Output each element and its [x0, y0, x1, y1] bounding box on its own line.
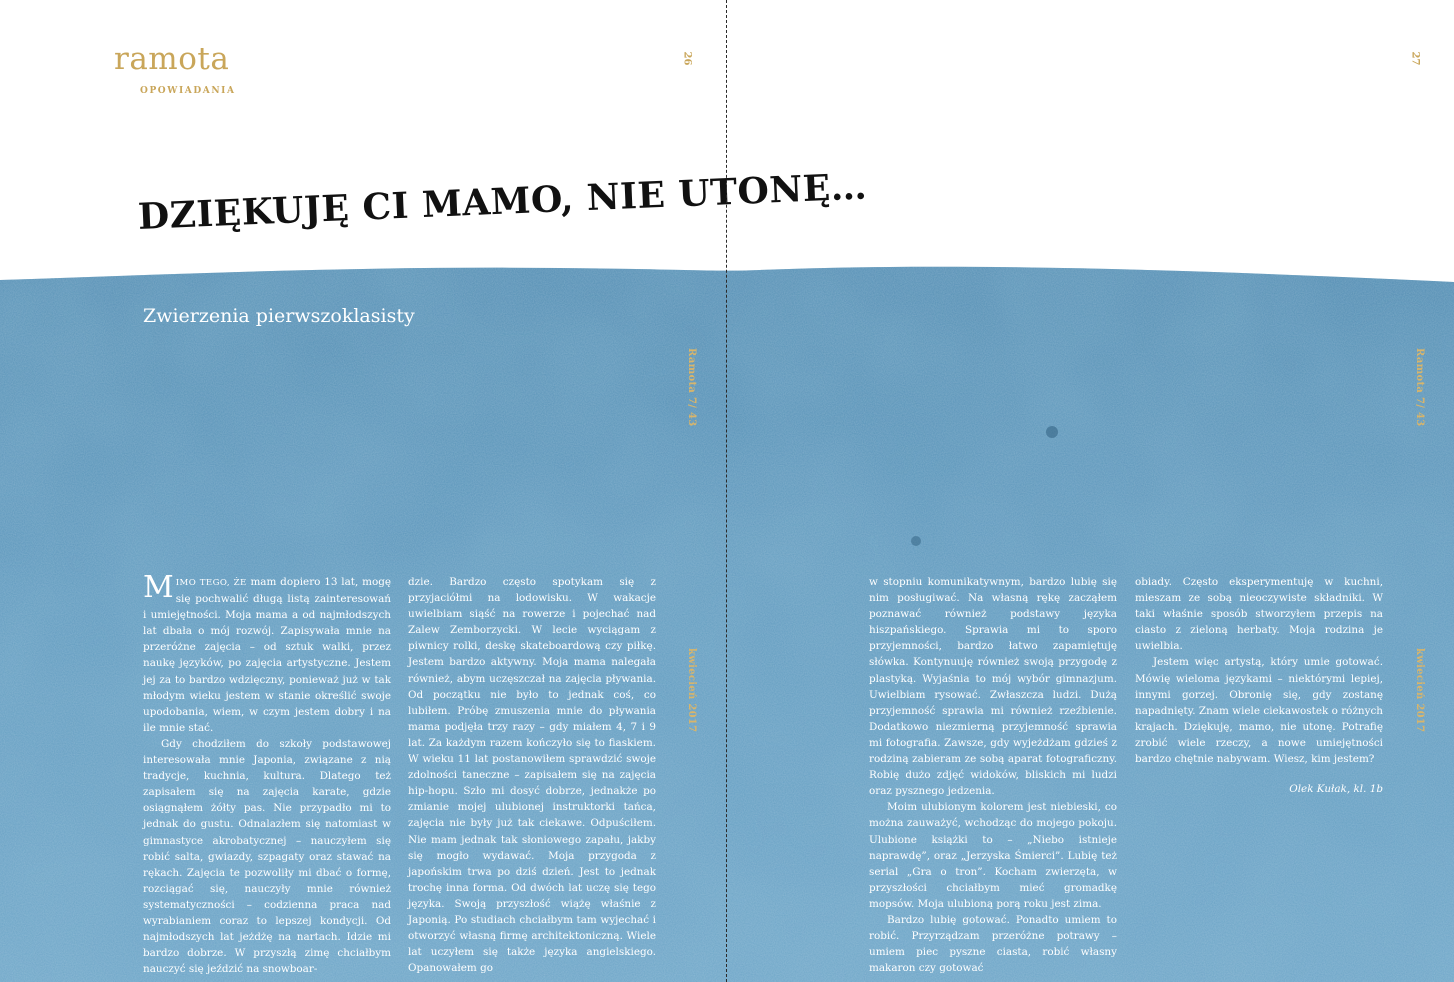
issue-label-left: Ramota 7/ 43	[686, 348, 697, 427]
article-title: DZIĘKUJĘ CI MAMO, NIE UTONĘ…	[137, 165, 869, 238]
date-label-right: kwiecień 2017	[1414, 648, 1425, 733]
paragraph	[143, 570, 392, 736]
text-column-3	[869, 574, 1117, 976]
paragraph: dzie. Bardzo często spotykam się z przyjaciółmi na lodowisku. W wakacje uwielbiam siąść na rowerze i pojechać nad Zalew Zemborzycki. W lecie wyciągam z piwnicy rolki, deskę skateboardową czy piłkę. Jestem bardzo aktywny. Moja mama nalegała również, abym uczęszczał na zajęcia pływania. Od początku nie było to jednak coś, co lubiłem. Próbę zmuszenia mnie do pływania mama podjęła trzy razy – gdy miałem 4, 7 i 9 lat. Za każdym razem kończyło się to fiaskiem. W wieku 11 lat postanowiłem sprawdzić swoje zdolności taneczne – zapisałem się na zajęcia hip-hopu. Szło mi dosyć dobrze, jednakże po zmianie mojej ulubionej instruktorki tańca, zajęcia nie były już tak ciekawe. Odpuściłem. Nie mam jednak tak słoniowego zapału, jakby się mogło wydawać. Moja przygoda z japońskim trwa po dziś dzień. Jest to jednak trochę inna forma. Od dwóch lat uczę się tego języka. Swoją przyszłość wiążę właśnie z Japonią. Po studiach chciałbym tam wyjechać i otworzyć własną firmę architektoniczną. Wiele lat uczyłem się także języka angielskiego. Opanowałem go	[408, 576, 656, 975]
magazine-logo: ramota	[114, 41, 230, 77]
text-column-2	[408, 574, 656, 976]
drop-cap: M	[143, 570, 174, 605]
paragraph: Bardzo lubię gotować. Ponadto umiem to robić. Przyrządzam przeróżne potrawy – umiem piec pyszne ciasta, robić własny makaron czy gotować	[869, 913, 1117, 975]
date-label-left: kwiecień 2017	[686, 648, 697, 733]
paragraph: Gdy chodziłem do szkoły podstawowej interesowała mnie Japonia, związane z nią tradycje, kuchnia, kultura. Dlatego też zapisałem się na zajęcia karate, gdzie osiągnąłem żółty pas. Nie przypadło mi to jednak do gustu. Odnalazłem się natomiast w gimnastyce akrobatycznej – nauczyłem się robić salta, gwiazdy, szpagaty oraz stawać na rękach. Zajęcia te pozwoliły mi dbać o formę, rozciągać się, nauczyły mnie również systematyczności – codzienna praca nad wyrabianiem coraz to lepszej kondycji. Od najmłodszych lat jeżdżę na nartach. Idzie mi bardzo dobrze. W przyszłą zimę chciałbym nauczyć się jeździć na snowboar-	[143, 737, 391, 976]
article-subtitle: Zwierzenia pierwszoklasisty	[143, 305, 415, 327]
paragraph: Jestem więc artystą, który umie gotować. Mówię wieloma językami – niektórymi lepiej, innymi gorzej. Obronię się, gdy zostanę napadnięty. Znam wiele ciekawostek o różnych krajach. Dziękuję, mamo, nie utonę. Potrafię zrobić wiele rzeczy, a nowe umiejętności bardzo chętnie nabywam. Wiesz, kim jestem?	[1135, 656, 1383, 766]
text-column-1	[143, 570, 392, 977]
author-signature: Olek Kułak, kl. 1b	[1289, 783, 1383, 796]
paragraph: obiady. Często eksperymentuję w kuchni, mieszam ze sobą nieoczywiste składniki. W taki właśnie sposób stworzyłem przepis na ciasto z zieloną herbaty. Moja rodzina je uwielbia.	[1135, 576, 1383, 653]
section-label: OPOWIADANIA	[140, 86, 236, 96]
text-column-4	[1135, 574, 1383, 797]
issue-label-right: Ramota 7/ 43	[1414, 348, 1425, 427]
paragraph-text: mam dopiero 13 lat, mogę się pochwalić długą listą zainteresowań i umiejętności. Moja mama a od najmłodszych lat dbała o mój rozwój. Zapisywała mnie na przeróżne zajęcia – od sztuk walki, przez naukę języków, po zajęcia artystyczne. Jestem jej za to bardzo wdzięczny, ponieważ już w tak młodym wieku jestem w stanie określić swoje upodobania, wiem, w czym jestem dobry i na ile mnie stać.	[143, 576, 392, 734]
page-fold-line	[726, 0, 727, 982]
page-number-right: 27	[1409, 51, 1421, 66]
page-number-left: 26	[681, 51, 693, 66]
paragraph: w stopniu komunikatywnym, bardzo lubię się nim posługiwać. Na własną rękę zacząłem poznawać również podstawy języka hiszpańskiego. Sprawia mi to sporo przyjemności, bardzo łatwo zapamiętuję słówka. Kontynuuję również swoją przygodę z plastyką. Wyjaśnia to mój wybór gimnazjum. Uwielbiam rysować. Zwłaszcza ludzi. Dużą przyjemność sprawia mi również rzeźbienie. Dodatkowo niezmierną przyjemność sprawia mi fotografia. Zawsze, gdy wyjeżdżam gdzieś z rodziną zabieram ze sobą aparat fotograficzny. Robię dużo zdjęć widoków, bliskich mi ludzi oraz pysznego jedzenia.	[869, 576, 1117, 798]
paragraph: Moim ulubionym kolorem jest niebieski, co można zauważyć, wchodząc do mojego pokoju. Ulubione książki to – „Niebo istnieje naprawdę”, oraz „Jerzyska Śmierci”. Lubię też serial „Gra o tron”. Kocham zwierzęta, w przyszłości chciałbym mieć gromadkę mopsów. Moja ulubioną porą roku jest zima.	[869, 801, 1117, 910]
lead-in: IMO TEGO, ŻE	[175, 578, 247, 588]
